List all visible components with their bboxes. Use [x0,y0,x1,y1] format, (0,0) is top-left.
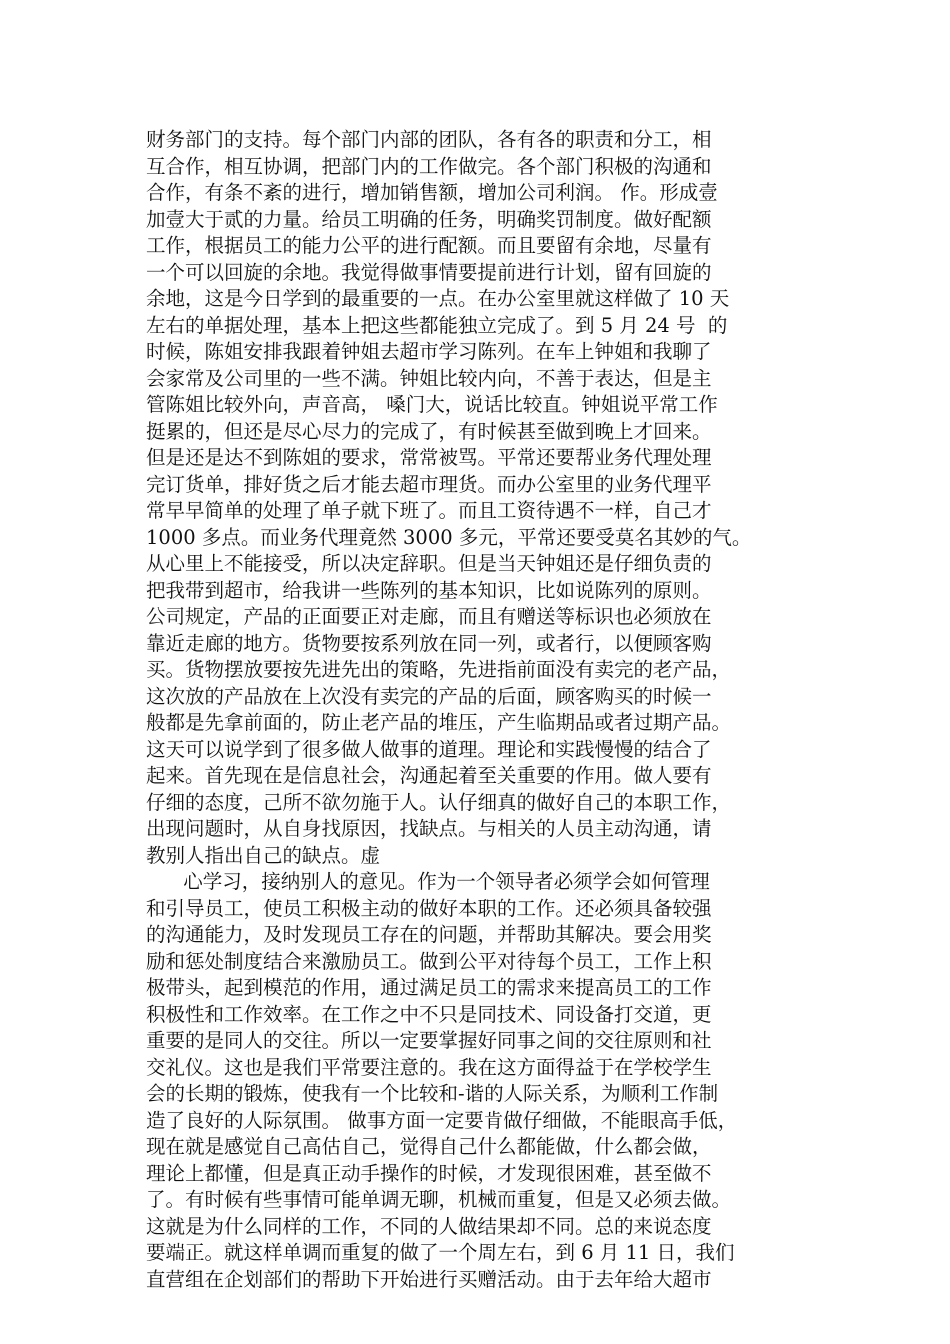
text-line: 买。货物摆放要按先进先出的策略，先进指前面没有卖完的老产品， [146,658,732,681]
text-line: 工作，根据员工的能力公平的进行配额。而且要留有余地，尽量有 [146,234,712,257]
text-line: 直营组在企划部们的帮助下开始进行买赠活动。由于去年给大超市 [146,1267,712,1291]
text-line: 把我带到超市，给我讲一些陈列的基本知识，比如说陈列的原则。 [146,578,712,602]
text-line: 这就是为什么同样的工作，不同的人做结果却不同。总的来说态度 [146,1214,712,1238]
text-line: 1000 多点。而业务代理竟然 3000 多元，平常还要受莫名其妙的气。 [146,525,752,549]
text-line: 时候，陈姐安排我跟着钟姐去超市学习陈列。在车上钟姐和我聊了 [146,340,712,363]
text-line: 从心里上不能接受，所以决定辞职。但是当天钟姐还是仔细负责的 [146,552,712,575]
text-line: 要端正。就这样单调而重复的做了一个周左右，到 6 月 11 日，我们 [146,1241,735,1264]
text-line: 但是还是达不到陈姐的要求，常常被骂。平常还要帮业务代理处理 [146,446,712,469]
text-line: 左右的单据处理，基本上把这些都能独立完成了。到 5 月 24 号 的 [146,313,728,337]
text-line: 余地，这是今日学到的最重要的一点。在办公室里就这样做了 10 天 [146,287,730,310]
text-line: 靠近走廊的地方。货物要按系列放在同一列，或者行，以便顾客购 [146,631,712,655]
body-text [146,127,816,1293]
text-line: 理论上都懂，但是真正动手操作的时候，才发现很困难，甚至做不 [146,1161,712,1185]
text-line: 这天可以说学到了很多做人做事的道理。理论和实践慢慢的结合了 [146,737,712,761]
text-line: 互合作，相互协调，把部门内的工作做完。各个部门积极的沟通和 [146,154,712,178]
text-line: 会家常及公司里的一些不满。钟姐比较内向，不善于表达，但是主 [146,366,712,390]
text-line: 合作，有条不紊的进行，增加销售额，增加公司利润。 作。形成壹 [146,181,718,204]
text-line: 这次放的产品放在上次没有卖完的产品的后面，顾客购买的时候一 [146,684,712,708]
text-line: 现在就是感觉自己高估自己，觉得自己什么都能做，什么都会做， [146,1135,712,1158]
text-line: 管陈姐比较外向，声音高， 嗓门大，说话比较直。钟姐说平常工作 [146,393,718,416]
text-line: 一个可以回旋的余地。我觉得做事情要提前进行计划，留有回旋的 [146,260,712,284]
text-line: 了。有时候有些事情可能单调无聊，机械而重复，但是又必须去做。 [146,1188,732,1211]
text-line: 完订货单，排好货之后才能去超市理货。而办公室里的业务代理平 [146,472,712,496]
text-line: 励和惩处制度结合来激励员工。做到公平对待每个员工，工作上积 [146,949,712,973]
text-line: 和引导员工，使员工积极主动的做好本职的工作。还必须具备较强 [146,896,712,920]
text-line: 教别人指出自己的缺点。虚 [146,843,381,867]
text-line: 般都是先拿前面的，防止老产品的堆压，产生临期品或者过期产品。 [146,711,732,734]
text-line: 公司规定，产品的正面要正对走廊，而且有赠送等标识也必须放在 [146,605,712,628]
text-line: 极带头，起到模范的作用，通过满足员工的需求来提高员工的工作 [146,976,712,999]
text-line: 仔细的态度，己所不欲勿施于人。认仔细真的做好自己的本职工作， [146,790,732,814]
text-line: 挺累的，但还是尽心尽力的完成了，有时候甚至做到晚上才回来。 [146,419,712,443]
text-line: 造了良好的人际氛围。 做事方面一定要肯做仔细做，不能眼高手低， [146,1108,738,1132]
text-line: 出现问题时，从自身找原因，找缺点。与相关的人员主动沟通，请 [146,817,712,840]
text-line: 加壹大于贰的力量。给员工明确的任务，明确奖罚制度。做好配额 [146,207,712,231]
text-line: 财务部门的支持。每个部门内部的团队，各有各的职责和分工，相 [146,128,712,151]
text-line: 积极性和工作效率。在工作之中不只是同技术、同设备打交道，更 [146,1002,712,1026]
text-line: 交礼仪。这也是我们平常要注意的。我在这方面得益于在学校学生 [146,1055,712,1079]
text-line: 的沟通能力，及时发现员工存在的问题，并帮助其解决。要会用奖 [146,923,712,946]
text-line: 会的长期的锻炼，使我有一个比较和-谐的人际关系，为顺利工作制 [146,1082,719,1105]
text-line: 起来。首先现在是信息社会，沟通起着至关重要的作用。做人要有 [146,764,712,787]
text-line: 常早早简单的处理了单子就下班了。而且工资待遇不一样，自己才 [146,499,712,522]
text-line: 重要的是同人的交往。所以一定要掌握好同事之间的交往原则和社 [146,1029,712,1052]
text-line: 心学习，接纳别人的意见。作为一个领导者必须学会如何管理 [146,870,710,893]
